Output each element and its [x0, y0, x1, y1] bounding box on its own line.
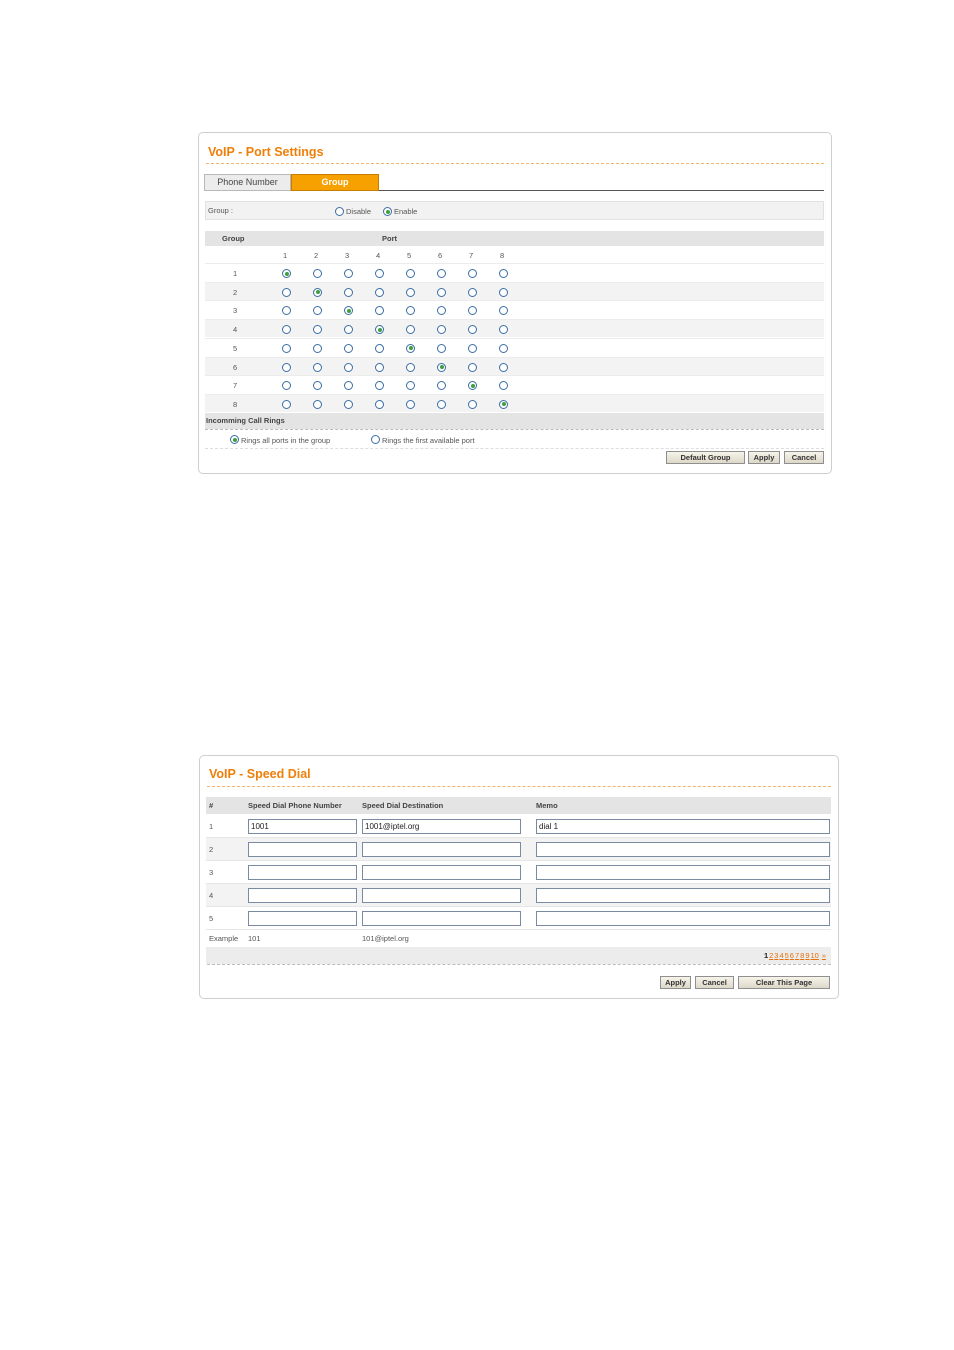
group-row: [205, 300, 824, 318]
speed-dial-row: [206, 861, 831, 884]
memo-input[interactable]: [536, 888, 830, 903]
rings-first-radio[interactable]: [371, 435, 380, 444]
group-port-radio[interactable]: [282, 400, 291, 409]
phone-number-input[interactable]: [248, 911, 357, 926]
group-port-radio[interactable]: [375, 344, 384, 353]
group-number-label: 2: [233, 287, 238, 297]
group-port-radio[interactable]: [406, 306, 415, 315]
page-link[interactable]: 6: [789, 951, 794, 960]
group-row: [205, 282, 824, 300]
page-link[interactable]: 7: [794, 951, 800, 960]
group-disable-label: Disable: [346, 207, 372, 216]
page-link[interactable]: 2: [769, 951, 774, 960]
group-port-radio[interactable]: [375, 363, 384, 372]
group-port-radio[interactable]: [375, 400, 384, 409]
incoming-call-header: [205, 413, 824, 429]
group-port-radio[interactable]: [375, 269, 384, 278]
group-port-radio[interactable]: [468, 363, 477, 372]
group-port-radio[interactable]: [344, 306, 353, 315]
group-number-label: 4: [233, 325, 238, 335]
page-link[interactable]: 5: [784, 951, 789, 960]
sd-apply-button[interactable]: Apply: [660, 976, 691, 989]
destination-input[interactable]: [362, 888, 521, 903]
group-port-radio[interactable]: [375, 288, 384, 297]
group-port-radio[interactable]: [282, 306, 291, 315]
matrix-header: [205, 231, 824, 246]
title-divider: [206, 163, 824, 164]
apply-button[interactable]: Apply: [748, 451, 780, 464]
phone-number-input[interactable]: [248, 819, 357, 834]
group-port-radio[interactable]: [313, 381, 322, 390]
group-toggle-row: [205, 201, 824, 220]
group-port-radio[interactable]: [313, 344, 322, 353]
group-port-radio[interactable]: [375, 325, 384, 334]
group-port-radio[interactable]: [406, 400, 415, 409]
group-toggle-label: Group :: [208, 206, 234, 215]
row-number: 3: [209, 868, 214, 877]
group-number-label: 1: [233, 269, 238, 278]
row-number: 4: [209, 891, 214, 900]
group-port-radio[interactable]: [344, 400, 353, 409]
group-row: [205, 357, 824, 375]
page-link[interactable]: 10: [810, 951, 819, 960]
row-number: 5: [209, 914, 214, 923]
port-number-label: 8: [500, 251, 505, 260]
example-destination: 101@iptel.org: [362, 934, 409, 943]
clear-page-button[interactable]: Clear This Page: [738, 976, 830, 989]
group-number-label: 6: [233, 362, 238, 372]
pagination-bar: [206, 947, 831, 964]
speed-dial-row: [206, 907, 831, 930]
example-label: Example: [209, 934, 239, 943]
group-port-radio[interactable]: [282, 381, 291, 390]
group-port-radio[interactable]: [282, 344, 291, 353]
destination-input[interactable]: [362, 865, 521, 880]
group-port-radio[interactable]: [344, 269, 353, 278]
speed-dial-title: VoIP - Speed Dial: [209, 767, 311, 781]
group-port-radio[interactable]: [406, 288, 415, 297]
group-disable-radio[interactable]: [335, 207, 344, 216]
port-number-label: 5: [407, 251, 412, 260]
port-column-header: Port: [382, 234, 397, 243]
port-number-label: 6: [438, 251, 443, 260]
group-port-radio[interactable]: [437, 269, 446, 278]
title-divider: [207, 786, 831, 787]
group-port-radio[interactable]: [313, 400, 322, 409]
group-port-radio[interactable]: [437, 363, 446, 372]
col-destination-header: Speed Dial Destination: [362, 801, 444, 810]
group-port-radio[interactable]: [313, 306, 322, 315]
group-port-radio[interactable]: [468, 306, 477, 315]
group-port-radio[interactable]: [468, 344, 477, 353]
group-port-radio[interactable]: [437, 288, 446, 297]
group-port-radio[interactable]: [406, 325, 415, 334]
group-port-radio[interactable]: [344, 325, 353, 334]
page-link[interactable]: 8: [800, 951, 805, 960]
incoming-divider: [205, 429, 824, 430]
group-port-radio[interactable]: [499, 363, 508, 372]
group-port-radio[interactable]: [437, 344, 446, 353]
group-port-radio[interactable]: [499, 306, 508, 315]
group-row: [205, 375, 824, 393]
group-port-radio[interactable]: [499, 381, 508, 390]
page-link[interactable]: 4: [779, 951, 784, 960]
port-settings-title: VoIP - Port Settings: [208, 145, 324, 159]
memo-input[interactable]: [536, 842, 830, 857]
memo-input[interactable]: [536, 819, 830, 834]
group-number-label: 8: [233, 399, 238, 409]
port-number-label: 3: [345, 251, 350, 260]
group-port-radio[interactable]: [313, 363, 322, 372]
group-port-radio[interactable]: [406, 344, 415, 353]
group-column-header: Group: [222, 234, 245, 243]
speed-dial-row: [206, 815, 831, 838]
tab-group[interactable]: Group: [291, 174, 379, 191]
cancel-button[interactable]: Cancel: [784, 451, 824, 464]
port-number-label: 4: [376, 251, 381, 260]
port-number-label: 7: [469, 251, 474, 260]
group-number-label: 3: [233, 306, 238, 316]
destination-input[interactable]: [362, 911, 521, 926]
phone-number-input[interactable]: [248, 842, 357, 857]
group-port-radio[interactable]: [499, 325, 508, 334]
rings-all-radio[interactable]: [230, 435, 239, 444]
tab-phone-number[interactable]: Phone Number: [204, 174, 291, 191]
group-number-label: 7: [233, 381, 238, 391]
group-enable-radio[interactable]: [383, 207, 392, 216]
group-port-radio[interactable]: [406, 363, 415, 372]
group-port-radio[interactable]: [282, 288, 291, 297]
group-port-radio[interactable]: [406, 381, 415, 390]
group-port-radio[interactable]: [499, 400, 508, 409]
port-number-label: 1: [283, 251, 288, 260]
speed-dial-panel: [199, 755, 839, 999]
group-port-radio[interactable]: [313, 288, 322, 297]
group-port-radio[interactable]: [499, 269, 508, 278]
group-port-radio[interactable]: [282, 363, 291, 372]
current-page: 1: [763, 951, 769, 960]
speed-dial-table-header: [206, 797, 831, 814]
pagination-divider: [207, 964, 831, 965]
speed-dial-row: [206, 884, 831, 907]
incoming-call-label: Incomming Call Rings: [206, 416, 285, 425]
example-phone: 101: [248, 934, 261, 943]
phone-number-input[interactable]: [248, 888, 357, 903]
group-port-radio[interactable]: [468, 325, 477, 334]
group-port-radio[interactable]: [437, 325, 446, 334]
pagination: [764, 951, 826, 960]
group-port-radio[interactable]: [499, 344, 508, 353]
page-link[interactable]: 9: [805, 951, 810, 960]
group-port-radio[interactable]: [437, 381, 446, 390]
group-port-radio[interactable]: [406, 269, 415, 278]
group-row: [205, 338, 824, 356]
port-number-label: 2: [314, 251, 319, 260]
group-port-radio[interactable]: [344, 363, 353, 372]
group-port-radio[interactable]: [468, 400, 477, 409]
group-port-radio[interactable]: [375, 381, 384, 390]
group-row: [205, 394, 824, 412]
rings-all-label: Rings all ports in the group: [241, 436, 331, 445]
memo-input[interactable]: [536, 865, 830, 880]
group-port-radio[interactable]: [344, 344, 353, 353]
col-number-header: #: [209, 801, 214, 810]
sd-cancel-button[interactable]: Cancel: [695, 976, 734, 989]
destination-input[interactable]: [362, 819, 521, 834]
col-phone-header: Speed Dial Phone Number: [248, 801, 342, 810]
group-port-radio[interactable]: [282, 325, 291, 334]
phone-number-input[interactable]: [248, 865, 357, 880]
group-port-radio[interactable]: [375, 306, 384, 315]
group-port-radio[interactable]: [344, 381, 353, 390]
group-port-radio[interactable]: [313, 269, 322, 278]
group-port-radio[interactable]: [344, 288, 353, 297]
group-port-radio[interactable]: [437, 306, 446, 315]
group-port-radio[interactable]: [437, 400, 446, 409]
row-number: 2: [209, 845, 214, 854]
default-group-button[interactable]: Default Group: [666, 451, 745, 464]
group-enable-label: Enable: [394, 207, 418, 216]
group-port-radio[interactable]: [499, 288, 508, 297]
next-page-link[interactable]: »: [821, 951, 826, 960]
tab-underline: [379, 190, 824, 191]
group-port-radio[interactable]: [468, 288, 477, 297]
page-link[interactable]: 3: [774, 951, 779, 960]
buttons-divider: [205, 448, 824, 449]
speed-dial-row: [206, 838, 831, 861]
col-memo-header: Memo: [536, 801, 558, 810]
group-port-radio[interactable]: [313, 325, 322, 334]
memo-input[interactable]: [536, 911, 830, 926]
destination-input[interactable]: [362, 842, 521, 857]
row-number: 1: [209, 822, 214, 831]
group-row: [205, 319, 824, 337]
group-port-radio[interactable]: [282, 269, 291, 278]
group-number-label: 5: [233, 343, 238, 353]
rings-first-label: Rings the first available port: [382, 436, 475, 445]
port-settings-panel: [198, 132, 832, 474]
group-port-radio[interactable]: [468, 269, 477, 278]
group-row: [205, 263, 824, 281]
group-port-radio[interactable]: [468, 381, 477, 390]
